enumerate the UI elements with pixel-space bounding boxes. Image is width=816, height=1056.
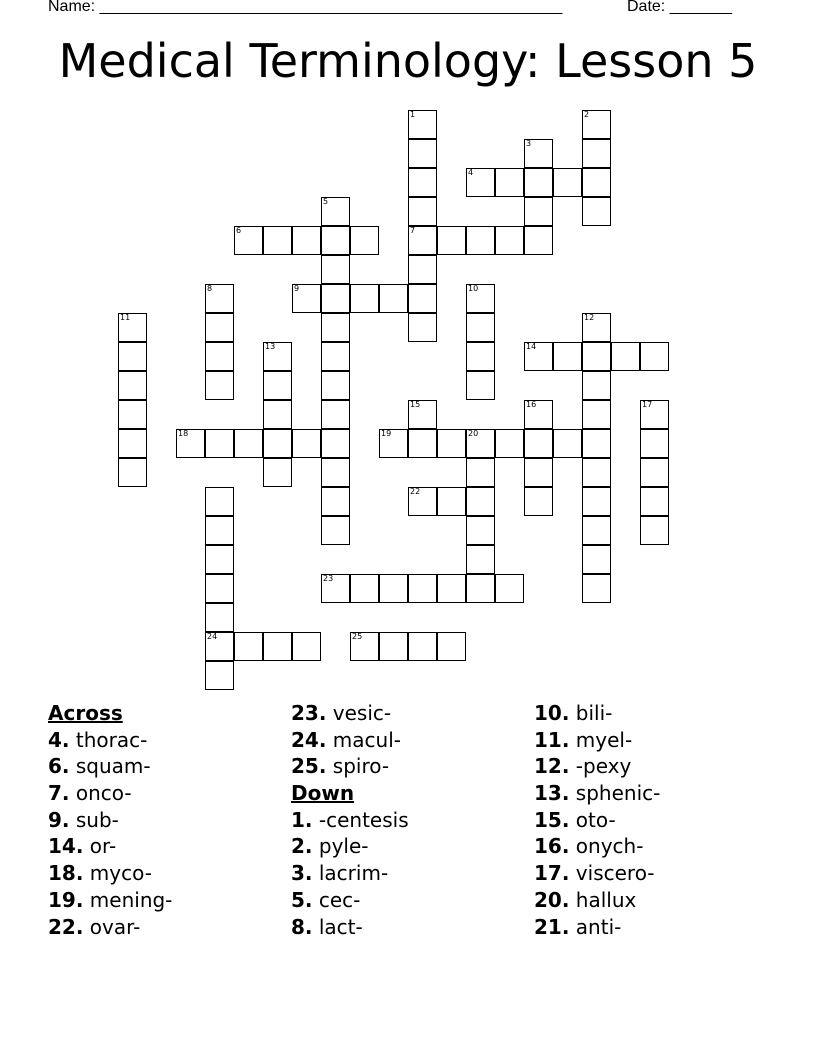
grid-cell[interactable]	[611, 342, 640, 371]
grid-cell[interactable]	[408, 284, 437, 313]
grid-cell[interactable]	[408, 632, 437, 661]
clue-item-number: 16.	[534, 834, 570, 859]
grid-cell[interactable]	[582, 371, 611, 400]
grid-cell[interactable]	[524, 429, 553, 458]
grid-cell[interactable]	[495, 574, 524, 603]
grid-cell[interactable]	[263, 632, 292, 661]
clue-number: 6	[236, 226, 242, 235]
grid-cell[interactable]	[582, 110, 611, 139]
grid-cell[interactable]	[495, 168, 524, 197]
clue-item-number: 14.	[48, 834, 84, 859]
clue-item-number: 20.	[534, 887, 570, 912]
grid-cell[interactable]	[205, 429, 234, 458]
clue-item-text: bili-	[569, 701, 613, 725]
grid-cell[interactable]	[466, 371, 495, 400]
clue-item-number: 10.	[534, 701, 570, 725]
grid-cell[interactable]	[408, 197, 437, 226]
clue-number: 4	[468, 168, 474, 177]
clue-number: 16	[526, 400, 537, 409]
clue-item-text: onych-	[569, 834, 644, 859]
grid-cell[interactable]	[553, 342, 582, 371]
clue-number: 9	[294, 284, 300, 293]
grid-cell[interactable]	[582, 516, 611, 545]
grid-cell[interactable]	[321, 487, 350, 516]
grid-cell[interactable]	[582, 487, 611, 516]
grid-cell[interactable]	[321, 197, 350, 226]
clue-item-text: sub-	[69, 807, 119, 832]
clue-item-text: onco-	[69, 781, 132, 806]
clue-item	[48, 887, 288, 914]
grid-cell[interactable]	[466, 226, 495, 255]
grid-cell[interactable]	[553, 168, 582, 197]
grid-cell[interactable]	[205, 516, 234, 545]
clue-item	[534, 727, 774, 754]
clue-item-text: viscero-	[569, 861, 655, 886]
clue-item	[291, 727, 531, 754]
grid-cell[interactable]	[466, 342, 495, 371]
grid-cell[interactable]	[582, 342, 611, 371]
grid-cell[interactable]	[437, 226, 466, 255]
clue-number: 23	[323, 574, 334, 583]
grid-cell[interactable]	[466, 313, 495, 342]
clue-item-number: 5.	[291, 887, 313, 912]
grid-cell[interactable]	[205, 342, 234, 371]
clue-number: 7	[410, 226, 416, 235]
clue-item	[534, 833, 774, 860]
grid-cell[interactable]	[408, 429, 437, 458]
grid-cell[interactable]	[205, 574, 234, 603]
grid-cell[interactable]	[466, 458, 495, 487]
grid-cell[interactable]	[408, 487, 437, 516]
grid-cell[interactable]	[234, 632, 263, 661]
clue-item-number: 2.	[291, 834, 313, 859]
clue-item	[48, 807, 288, 834]
clue-number: 25	[352, 632, 363, 641]
clue-item-number: 21.	[534, 914, 570, 939]
clue-item	[48, 780, 288, 807]
clue-number: 24	[207, 632, 218, 641]
grid-cell[interactable]	[524, 342, 553, 371]
clue-item	[48, 727, 288, 754]
grid-cell[interactable]	[292, 226, 321, 255]
clue-item-text: spiro-	[326, 754, 390, 779]
grid-cell[interactable]	[118, 371, 147, 400]
grid-cell[interactable]	[321, 255, 350, 284]
grid-cell[interactable]	[350, 574, 379, 603]
grid-cell[interactable]	[466, 487, 495, 516]
grid-cell[interactable]	[379, 429, 408, 458]
clue-number: 20	[468, 429, 479, 438]
grid-cell[interactable]	[118, 429, 147, 458]
clue-item	[291, 914, 531, 941]
clue-item-text: myco-	[83, 861, 152, 886]
clue-item-number: 25.	[291, 754, 327, 779]
clue-item-text: mening-	[83, 887, 173, 912]
grid-cell[interactable]	[118, 313, 147, 342]
clue-number: 3	[526, 139, 532, 148]
clue-item	[48, 860, 288, 887]
clue-item-number: 22.	[48, 914, 84, 939]
grid-cell[interactable]	[205, 487, 234, 516]
clue-number: 11	[120, 313, 131, 322]
clue-column-1	[48, 700, 288, 940]
clue-item-text: or-	[83, 834, 117, 859]
grid-cell[interactable]	[350, 284, 379, 313]
clue-item-number: 8.	[291, 914, 313, 939]
grid-cell[interactable]	[118, 342, 147, 371]
grid-cell[interactable]	[321, 226, 350, 255]
grid-cell[interactable]	[234, 226, 263, 255]
grid-cell[interactable]	[524, 226, 553, 255]
grid-cell[interactable]	[582, 139, 611, 168]
grid-cell[interactable]	[524, 168, 553, 197]
grid-cell[interactable]	[321, 371, 350, 400]
clue-item-number: 17.	[534, 861, 570, 886]
grid-cell[interactable]	[350, 226, 379, 255]
grid-cell[interactable]	[379, 284, 408, 313]
clue-item	[48, 833, 288, 860]
grid-cell[interactable]	[321, 516, 350, 545]
grid-cell[interactable]	[640, 400, 669, 429]
grid-cell[interactable]	[640, 516, 669, 545]
grid-cell[interactable]	[437, 487, 466, 516]
grid-cell[interactable]	[118, 458, 147, 487]
grid-cell[interactable]	[408, 574, 437, 603]
grid-cell[interactable]	[321, 313, 350, 342]
grid-cell[interactable]	[321, 574, 350, 603]
clue-item-text: cec-	[312, 887, 361, 912]
grid-cell[interactable]	[437, 632, 466, 661]
clue-item-text: -pexy	[569, 754, 632, 779]
clue-item-number: 23.	[291, 701, 327, 725]
clue-number: 19	[381, 429, 392, 438]
grid-cell[interactable]	[321, 342, 350, 371]
clue-item-text: thorac-	[69, 727, 148, 752]
clue-number: 13	[265, 342, 276, 351]
grid-cell[interactable]	[205, 632, 234, 661]
clue-number: 2	[584, 110, 590, 119]
clue-number: 10	[468, 284, 479, 293]
grid-cell[interactable]	[466, 429, 495, 458]
grid-cell[interactable]	[437, 574, 466, 603]
grid-cell[interactable]	[408, 139, 437, 168]
clue-item	[48, 914, 288, 941]
clue-item	[291, 753, 531, 780]
clue-column-3	[534, 700, 774, 940]
grid-cell[interactable]	[524, 139, 553, 168]
clue-number: 15	[410, 400, 421, 409]
grid-cell[interactable]	[466, 574, 495, 603]
grid-cell[interactable]	[263, 400, 292, 429]
grid-cell[interactable]	[292, 632, 321, 661]
clue-number: 17	[642, 400, 653, 409]
grid-cell[interactable]	[582, 313, 611, 342]
clue-item-number: 1.	[291, 807, 313, 832]
page-title: Medical Terminology: Lesson 5	[58, 34, 758, 88]
clue-item-text: macul-	[326, 727, 401, 752]
grid-cell[interactable]	[263, 226, 292, 255]
clue-item-text: pyle-	[312, 834, 369, 859]
grid-cell[interactable]	[321, 458, 350, 487]
name-field-label: Name: ____________________________________________________	[48, 0, 563, 15]
grid-cell[interactable]	[408, 168, 437, 197]
grid-cell[interactable]	[379, 574, 408, 603]
grid-cell[interactable]	[408, 226, 437, 255]
clue-number: 14	[526, 342, 537, 351]
clue-number: 12	[584, 313, 595, 322]
grid-cell[interactable]	[350, 632, 379, 661]
grid-cell[interactable]	[524, 458, 553, 487]
clue-number: 1	[410, 110, 416, 119]
clue-number: 18	[178, 429, 189, 438]
grid-cell[interactable]	[263, 371, 292, 400]
clue-item-number: 9.	[48, 807, 70, 832]
clue-item-number: 18.	[48, 861, 84, 886]
grid-cell[interactable]	[205, 371, 234, 400]
clue-number: 8	[207, 284, 213, 293]
clue-item-text: hallux	[569, 887, 637, 912]
grid-cell[interactable]	[466, 545, 495, 574]
grid-cell[interactable]	[205, 545, 234, 574]
grid-cell[interactable]	[495, 429, 524, 458]
clue-column-2	[291, 700, 531, 940]
clue-item-number: 12.	[534, 754, 570, 779]
clue-item-text: oto-	[569, 807, 616, 832]
grid-cell[interactable]	[640, 429, 669, 458]
grid-cell[interactable]	[176, 429, 205, 458]
clue-item	[534, 914, 774, 941]
grid-cell[interactable]	[205, 661, 234, 690]
grid-cell[interactable]	[495, 226, 524, 255]
grid-cell[interactable]	[582, 400, 611, 429]
grid-cell[interactable]	[582, 574, 611, 603]
grid-cell[interactable]	[524, 487, 553, 516]
grid-cell[interactable]	[582, 168, 611, 197]
clue-item-number: 24.	[291, 727, 327, 752]
grid-cell[interactable]	[524, 197, 553, 226]
clue-item-text: sphenic-	[569, 781, 661, 806]
clue-item	[291, 807, 531, 834]
clue-item	[534, 700, 774, 727]
grid-cell[interactable]	[640, 487, 669, 516]
clue-item	[291, 860, 531, 887]
grid-cell[interactable]	[321, 400, 350, 429]
grid-cell[interactable]	[582, 545, 611, 574]
grid-cell[interactable]	[292, 284, 321, 313]
clue-heading: Across	[48, 701, 123, 725]
grid-cell[interactable]	[582, 429, 611, 458]
grid-cell[interactable]	[205, 603, 234, 632]
grid-cell[interactable]	[640, 342, 669, 371]
grid-cell[interactable]	[466, 168, 495, 197]
clue-number: 22	[410, 487, 421, 496]
grid-cell[interactable]	[321, 284, 350, 313]
grid-cell[interactable]	[292, 429, 321, 458]
grid-cell[interactable]	[553, 429, 582, 458]
grid-cell[interactable]	[466, 516, 495, 545]
grid-cell[interactable]	[640, 458, 669, 487]
clue-item	[534, 887, 774, 914]
clue-item	[534, 807, 774, 834]
clue-item-text: -centesis	[312, 807, 409, 832]
clue-item	[291, 833, 531, 860]
grid-cell[interactable]	[437, 429, 466, 458]
clue-item-text: squam-	[69, 754, 151, 779]
grid-cell[interactable]	[408, 110, 437, 139]
clue-item-text: ovar-	[83, 914, 141, 939]
grid-cell[interactable]	[408, 255, 437, 284]
clue-item-text: vesic-	[326, 701, 392, 725]
clue-item	[534, 860, 774, 887]
clue-item	[291, 700, 531, 727]
grid-cell[interactable]	[582, 197, 611, 226]
clue-item	[48, 753, 288, 780]
grid-cell[interactable]	[205, 313, 234, 342]
clue-item-number: 15.	[534, 807, 570, 832]
clue-item-text: myel-	[569, 727, 633, 752]
grid-cell[interactable]	[379, 632, 408, 661]
clue-item-number: 4.	[48, 727, 70, 752]
clue-item-number: 11.	[534, 727, 570, 752]
grid-cell[interactable]	[234, 429, 263, 458]
clue-item-text: lact-	[312, 914, 363, 939]
clue-item-text: lacrim-	[312, 861, 389, 886]
grid-cell[interactable]	[118, 400, 147, 429]
clue-item	[534, 753, 774, 780]
grid-cell[interactable]	[408, 400, 437, 429]
clue-heading: Down	[291, 781, 355, 806]
grid-cell[interactable]	[205, 284, 234, 313]
clue-item-text: anti-	[569, 914, 622, 939]
clue-item	[291, 887, 531, 914]
clue-item-number: 13.	[534, 781, 570, 806]
grid-cell[interactable]	[263, 458, 292, 487]
grid-cell[interactable]	[263, 342, 292, 371]
clue-item-number: 6.	[48, 754, 70, 779]
clue-item-number: 19.	[48, 887, 84, 912]
clue-number: 5	[323, 197, 329, 206]
grid-cell[interactable]	[524, 400, 553, 429]
grid-cell[interactable]	[263, 429, 292, 458]
grid-cell[interactable]	[321, 429, 350, 458]
clue-item-number: 7.	[48, 781, 70, 806]
grid-cell[interactable]	[466, 284, 495, 313]
grid-cell[interactable]	[408, 313, 437, 342]
clue-item	[534, 780, 774, 807]
grid-cell[interactable]	[582, 458, 611, 487]
clue-item-number: 3.	[291, 861, 313, 886]
date-field-label: Date: _______	[627, 0, 732, 15]
